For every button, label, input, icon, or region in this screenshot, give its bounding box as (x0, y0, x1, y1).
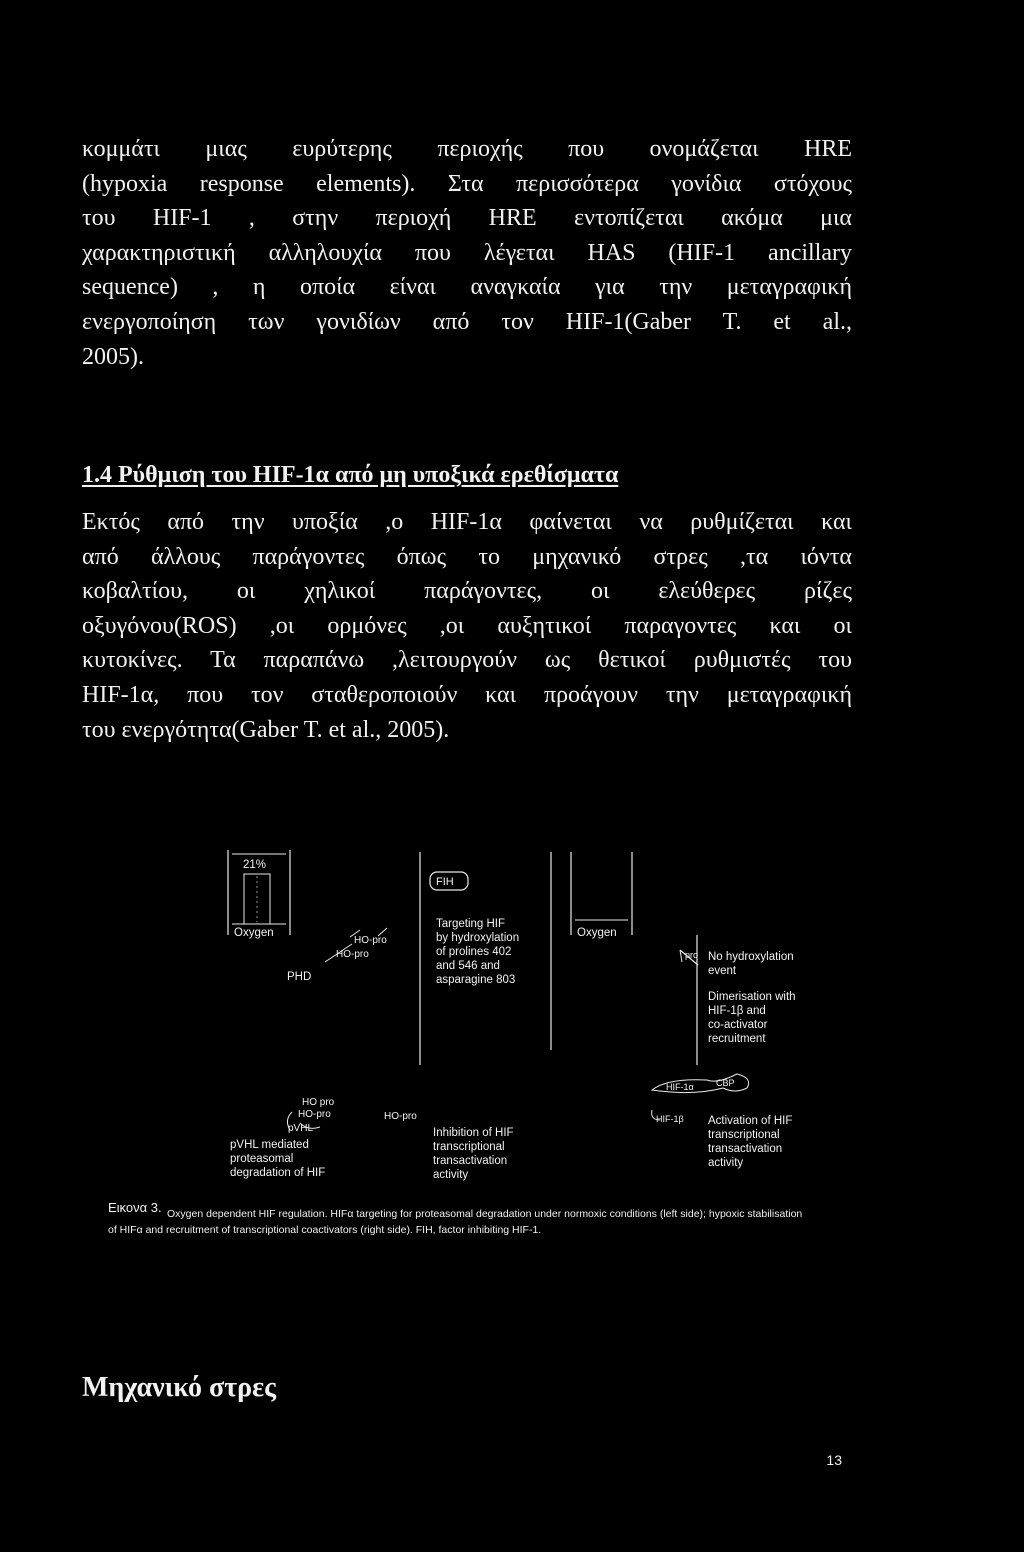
activation-text: Activation of HIF transcriptional transactivation activity (708, 1115, 793, 1169)
ho-pro-label: HO pro (302, 1097, 335, 1108)
subheading: Μηχανικό στρες (82, 1372, 276, 1403)
figure-label: Εικονα 3. (108, 1200, 162, 1215)
oxygen-percent-label: 21% (243, 859, 267, 871)
text-line: του HIF-1 , στην περιοχή HRE εντοπίζεται ακόμα μια (82, 205, 852, 232)
text-line: οξυγόνου(ROS) ,οι ορμόνες ,οι αυξητικοί παραγοντες και οι (82, 612, 852, 639)
text-line: του ενεργότητα(Gaber T. et al., 2005). (82, 716, 450, 743)
figure-caption-line: of HIFα and recruitment of transcriptional coactivators (right side). FIH, factor inhibiting HIF-1. (108, 1224, 542, 1236)
text-line: 2005). (82, 343, 144, 370)
fih-label: FIH (436, 876, 454, 888)
targeting-text: Targeting HIF by hydroxylation of prolines 402 and 546 and asparagine 803 (436, 918, 520, 986)
ho-pro-label: HO-pro (336, 949, 369, 960)
text-line: ενεργοποίηση των γονιδίων από τον HIF-1(Gaber T. et al., (82, 308, 852, 335)
oxygen-label-right: Oxygen (577, 927, 617, 939)
dimerisation-text: Dimerisation with HIF-1β and co-activator recruitment (708, 991, 796, 1045)
text-line: χαρακτηριστική αλληλουχία που λέγεται HAS (HIF-1 ancillary (82, 239, 852, 266)
ho-pro-label: HO-pro (384, 1111, 417, 1122)
text-line: κοβαλτίου, οι χηλικοί παράγοντες, οι ελεύθερες ρίζες (82, 578, 852, 605)
text-line: sequence) , η οποία είναι αναγκαία για την μεταγραφική (82, 274, 852, 301)
figure-caption-line: Oxygen dependent HIF regulation. HIFα targeting for proteasomal degradation under normoxic conditions (left side); hypoxic stabilisation (167, 1208, 803, 1220)
vhl-label: pVHL (288, 1123, 314, 1134)
paragraph-intro (82, 132, 852, 374)
text-line: (hypoxia response elements). Στα περισσότερα γονίδια στόχους (82, 170, 852, 197)
paragraph-non-hypoxic (82, 505, 852, 747)
no-hydroxylation-text: No hydroxylation event (708, 951, 794, 977)
cbp-label: CBP (716, 1078, 735, 1088)
phd-label: PHD (287, 971, 312, 983)
section-heading: 1.4 Ρύθμιση του HIF-1α από μη υποξικά ερεθίσματα (82, 462, 619, 488)
text-line: HIF-1α, που τον σταθεροποιούν και προάγουν την μεταγραφική (82, 681, 852, 708)
hif1a-label: HIF-1α (666, 1082, 694, 1092)
text-line: από άλλους παράγοντες όπως το μηχανικό στρες ,τα ιόντα (82, 543, 852, 570)
text-line: κομμάτι μιας ευρύτερης περιοχής που ονομάζεται HRE (82, 136, 852, 162)
pro-label: pro (685, 950, 699, 960)
pvhl-degradation-text: pVHL mediated proteasomal degradation of HIF (230, 1139, 326, 1179)
hif-regulation-figure (0, 840, 1024, 1181)
inhibition-text: Inhibition of HIF transcriptional transactivation activity (433, 1127, 514, 1181)
text-line: κυτοκίνες. Τα παραπάνω ,λειτουργούν ως θετικοί ρυθμιστές του (82, 647, 852, 674)
hif1b-label: HIF-1β (656, 1114, 684, 1124)
ho-pro-label: HO-pro (298, 1109, 331, 1120)
text-line: Εκτός από την υποξία ,ο HIF-1α φαίνεται να ρυθμίζεται και (82, 509, 852, 535)
oxygen-label-left: Oxygen (234, 927, 274, 939)
page-number: 13 (826, 1452, 842, 1468)
ho-pro-label: HO-pro (354, 935, 387, 946)
